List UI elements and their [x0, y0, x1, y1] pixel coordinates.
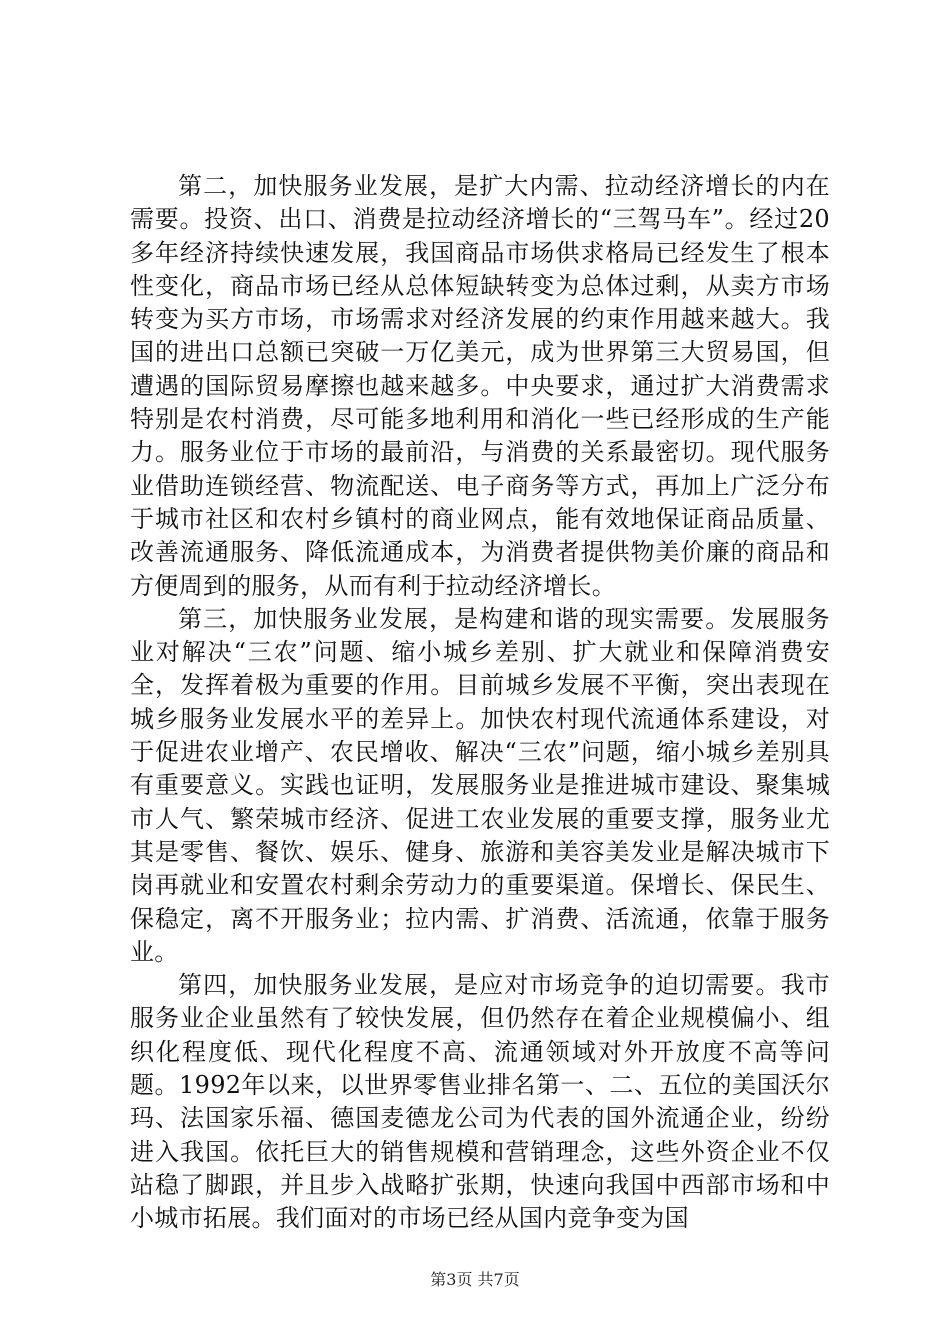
paragraph-services-competition: 第四，加快服务业发展，是应对市场竞争的迫切需要。我市服务业企业虽然有了较快发展，但仍然存在着企业规模偏小、组织化程度低、现代化程度不高、流通领域对外开放度不高等问题。1992年以来，以世界零售业排名第一、二、五位的美国沃尔玛、法国家乐福、德国麦德龙公司为代表的国外流通企业，纷纷进入我国。依托巨大的销售规模和营销理念，这些外资企业不仅站稳了脚跟，并且步入战略扩张期，快速向我国中西部市场和中小城市拓展。我们面对的市场已经从国内竞争变为国	[130, 971, 830, 1233]
paragraph-services-domestic-demand: 第二，加快服务业发展，是扩大内需、拉动经济增长的内在需要。投资、出口、消费是拉动经济增长的“三驾马车”。经过20多年经济持续快速发展，我国商品市场供求格局已经发生了根本性变化，商品市场已经从总体短缺转变为总体过剩，从卖方市场转变为买方市场，市场需求对经济发展的约束作用越来越大。我国的进出口总额已突破一万亿美元，成为世界第三大贸易国，但遭遇的国际贸易摩擦也越来越多。中央要求，通过扩大消费需求特别是农村消费，尽可能多地利用和消化一些已经形成的生产能力。服务业位于市场的最前沿，与消费的关系最密切。现代服务业借助连锁经营、物流配送、电子商务等方式，再加上广泛分布于城市社区和农村乡镇村的商业网点，能有效地保证商品质量、改善流通服务、降低流通成本，为消费者提供物美价廉的商品和方便周到的服务，从而有利于拉动经济增长。	[130, 172, 830, 600]
page-footer: 第3页 共7页	[430, 1270, 520, 1289]
paragraph-services-harmony: 第三，加快服务业发展，是构建和谐的现实需要。发展服务业对解决“三农”问题、缩小城乡差别、扩大就业和保障消费安全，发挥着极为重要的作用。目前城乡发展不平衡，突出表现在城乡服务业发展水平的差异上。加快农村现代流通体系建设，对于促进农业增产、农民增收、解决“三农”问题，缩小城乡差别具有重要意义。实践也证明，发展服务业是推进城市建设、聚集城市人气、繁荣城市经济、促进工农业发展的重要支撑，服务业尤其是零售、餐饮、娱乐、健身、旅游和美容美发业是解决城市下岗再就业和安置农村剩余劳动力的重要渠道。保增长、保民生、保稳定，离不开服务业；拉内需、扩消费、活流通，依靠于服务业。	[130, 604, 830, 966]
document-body	[130, 170, 830, 1236]
